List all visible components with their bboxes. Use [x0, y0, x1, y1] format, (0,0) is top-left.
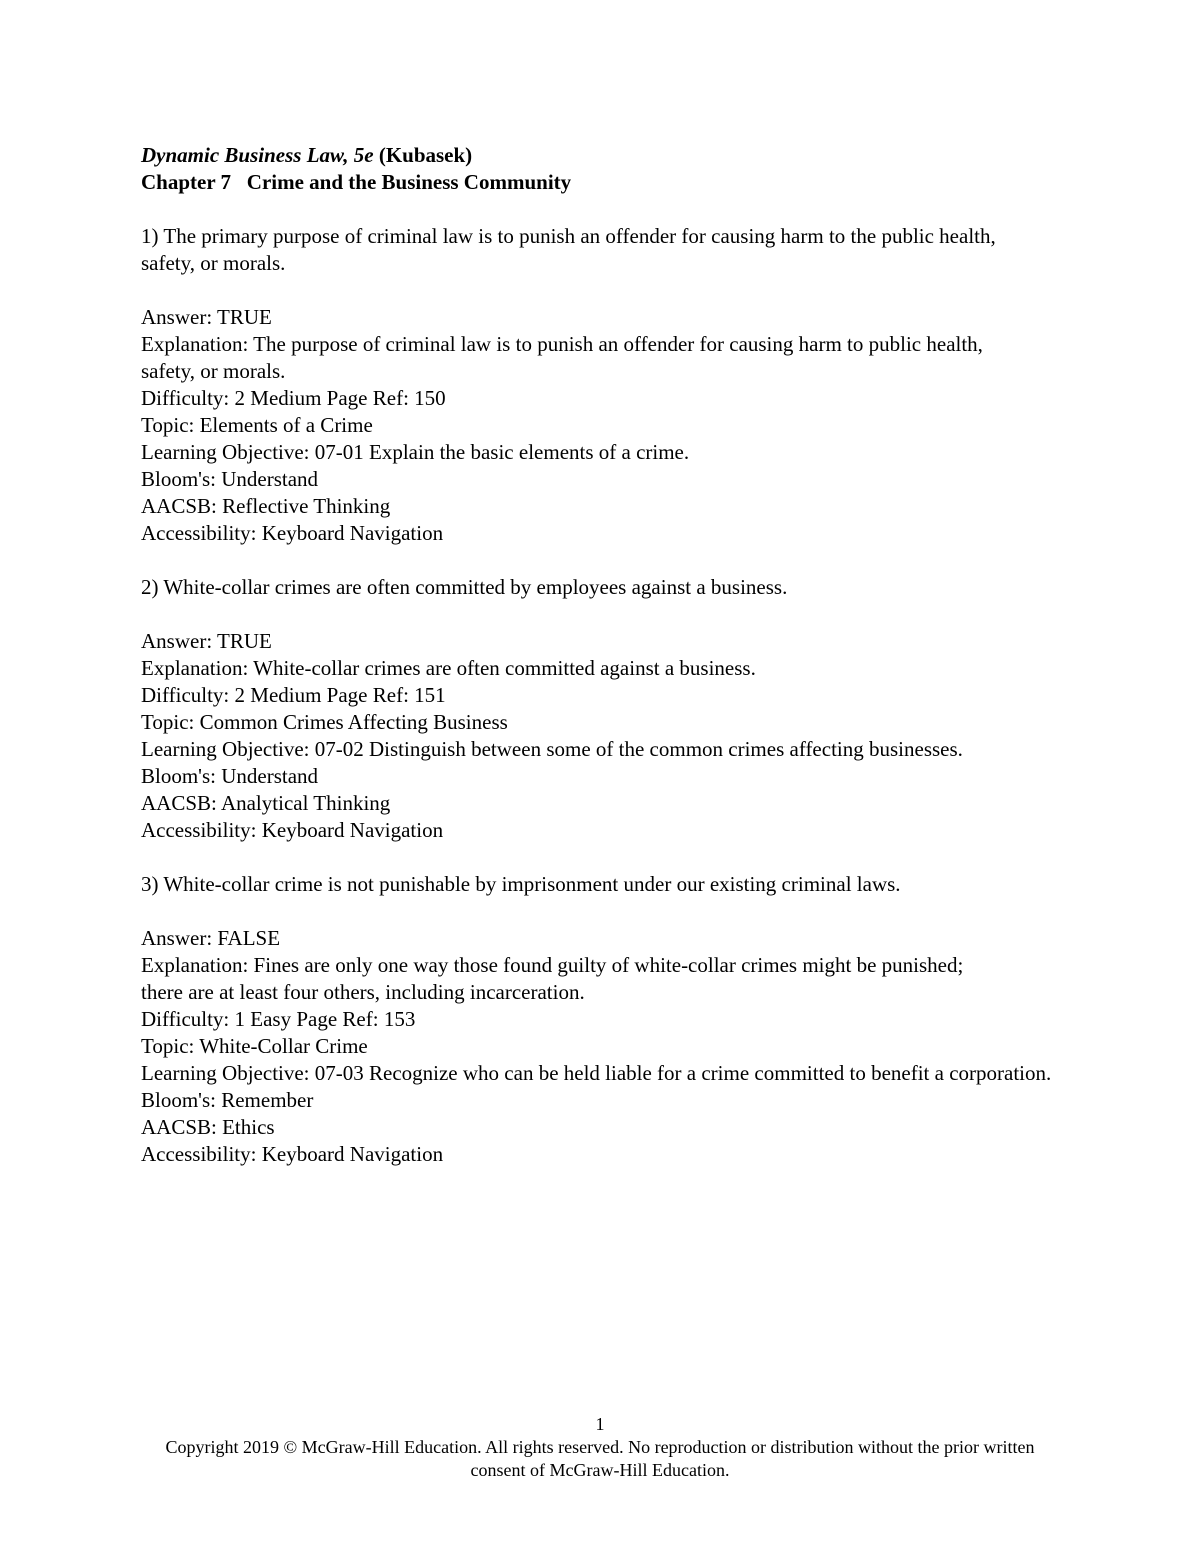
- copyright-notice: Copyright 2019 © McGraw-Hill Education. All rights reserved. No reproduction or distribution without the prior written consent of McGraw-Hill Education.: [165, 1437, 1035, 1480]
- objective-line: Learning Objective: 07-03 Recognize who can be held liable for a crime committed to benefit a corporation.: [141, 1061, 1052, 1085]
- book-author: (Kubasek): [373, 143, 473, 167]
- explanation-line: Explanation: Fines are only one way those found guilty of white-collar crimes might be punished; there are at least four others, including incarceration.: [141, 953, 964, 1004]
- difficulty-line: Difficulty: 2 Medium Page Ref: 151: [141, 683, 446, 707]
- question-block: [141, 871, 1071, 1168]
- question-text: 2) White-collar crimes are often committed by employees against a business.: [141, 575, 788, 599]
- book-title: Dynamic Business Law, 5e: [141, 143, 374, 167]
- aacsb-line: AACSB: Analytical Thinking: [141, 791, 391, 815]
- explanation-line: Explanation: The purpose of criminal law is to punish an offender for causing harm to public health, safety, or morals.: [141, 332, 983, 383]
- difficulty-line: Difficulty: 2 Medium Page Ref: 150: [141, 386, 446, 410]
- blooms-line: Bloom's: Understand: [141, 467, 319, 491]
- page-footer: [100, 1413, 1100, 1482]
- answer-line: Answer: TRUE: [141, 305, 272, 329]
- aacsb-line: AACSB: Reflective Thinking: [141, 494, 391, 518]
- objective-line: Learning Objective: 07-01 Explain the basic elements of a crime.: [141, 440, 690, 464]
- page-number: 1: [595, 1414, 605, 1434]
- topic-line: Topic: White-Collar Crime: [141, 1034, 368, 1058]
- difficulty-line: Difficulty: 1 Easy Page Ref: 153: [141, 1007, 416, 1031]
- book-header: [141, 142, 1071, 169]
- accessibility-line: Accessibility: Keyboard Navigation: [141, 1142, 444, 1166]
- question-block: [141, 223, 1071, 547]
- topic-line: Topic: Common Crimes Affecting Business: [141, 710, 508, 734]
- topic-line: Topic: Elements of a Crime: [141, 413, 373, 437]
- question-block: [141, 574, 1071, 844]
- answer-line: Answer: FALSE: [141, 926, 281, 950]
- question-text: 1) The primary purpose of criminal law is to punish an offender for causing harm to the public health, safety, or morals.: [141, 224, 996, 275]
- accessibility-line: Accessibility: Keyboard Navigation: [141, 818, 444, 842]
- blooms-line: Bloom's: Understand: [141, 764, 319, 788]
- answer-line: Answer: TRUE: [141, 629, 272, 653]
- document-body: [141, 142, 1071, 1168]
- objective-line: Learning Objective: 07-02 Distinguish between some of the common crimes affecting businesses.: [141, 737, 963, 761]
- aacsb-line: AACSB: Ethics: [141, 1115, 275, 1139]
- question-text: 3) White-collar crime is not punishable by imprisonment under our existing criminal laws.: [141, 872, 901, 896]
- accessibility-line: Accessibility: Keyboard Navigation: [141, 521, 444, 545]
- explanation-line: Explanation: White-collar crimes are often committed against a business.: [141, 656, 756, 680]
- chapter-title: Chapter 7 Crime and the Business Community: [141, 170, 572, 194]
- blooms-line: Bloom's: Remember: [141, 1088, 314, 1112]
